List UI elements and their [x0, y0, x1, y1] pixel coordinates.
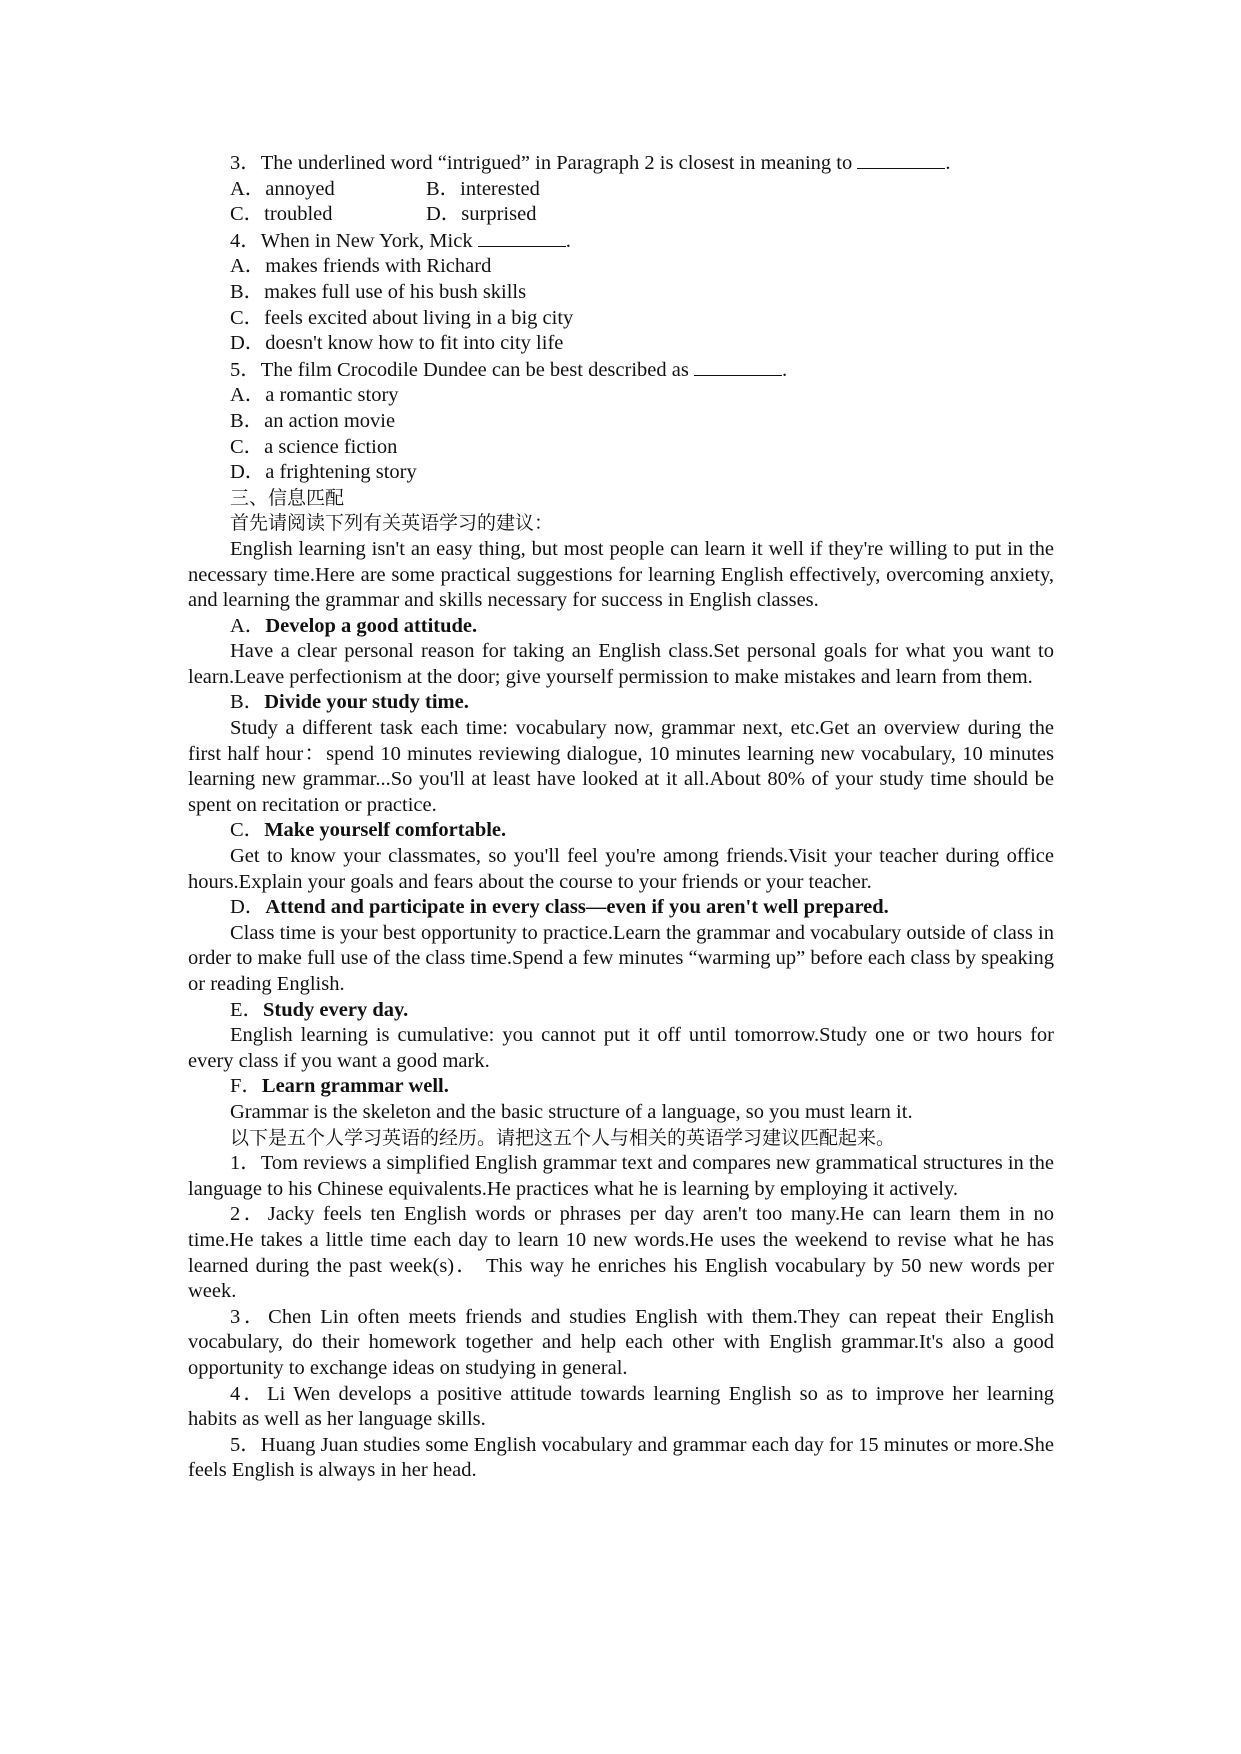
option-a: A．annoyed: [230, 177, 335, 200]
tip-letter: A．: [230, 614, 266, 637]
option-a: A．makes friends with Richard: [230, 255, 492, 278]
question-text: The film Crocodile Dundee can be best described as: [260, 358, 694, 381]
tip-letter: F．: [230, 1075, 262, 1098]
person-2: 2．Jacky feels ten English words or phrases per day aren't too many.He can learn them in no time.He takes a little time each day to learn 10 new words.He uses the weekend to revise what he has learned during the past week(s)． This way he enriches his English vocabulary by 50 new words per week.: [188, 1203, 1054, 1303]
option-c: C．feels excited about living in a big city: [230, 306, 574, 329]
tip-letter: B．: [230, 691, 265, 714]
question-number: 4．: [230, 229, 261, 252]
people-intro-cn: 以下是五个人学习英语的经历。请把这五个人与相关的英语学习建议匹配起来。: [230, 1126, 896, 1149]
option-row: [188, 177, 1054, 203]
tip-title: Attend and participate in every class—even if you aren't well prepared.: [265, 896, 889, 919]
tip-body-c: Get to know your classmates, so you'll feel you're among friends.Visit your teacher during office hours.Explain your goals and fears about the course to your friends or your teacher.: [188, 845, 1054, 893]
option-c: C．a science fiction: [230, 435, 398, 458]
option-a: A．a romantic story: [230, 384, 399, 407]
tip-heading-b: [188, 690, 1054, 716]
option-b: B．interested: [426, 177, 540, 200]
tip-heading-c: [188, 818, 1054, 844]
option-row: [188, 202, 1054, 228]
person-4: 4．Li Wen develops a positive attitude towards learning English so as to improve her learning habits as well as her language skills.: [188, 1382, 1054, 1431]
option-d: D．doesn't know how to fit into city life: [230, 332, 564, 355]
question-5-stem: [188, 357, 1054, 384]
tip-heading-a: [188, 614, 1054, 640]
tip-heading-e: [188, 998, 1054, 1024]
question-end: .: [565, 229, 571, 252]
tip-heading-d: [188, 895, 1054, 921]
question-end: .: [945, 152, 951, 174]
person-5: 5．Huang Juan studies some English vocabulary and grammar each day for 15 minutes or more.She feels English is always in her head.: [188, 1433, 1054, 1482]
person-1: 1．Tom reviews a simplified English grammar text and compares new grammatical structures in the language to his Chinese equivalents.He practices what he is learning by employing it actively.: [188, 1152, 1054, 1200]
question-3-stem: [188, 150, 1054, 177]
tip-body-f: Grammar is the skeleton and the basic structure of a language, so you must learn it.: [230, 1100, 913, 1123]
question-end: .: [781, 358, 788, 381]
tip-title: Develop a good attitude.: [265, 614, 478, 637]
person-3: 3．Chen Lin often meets friends and studies English with them.They can repeat their English vocabulary, do their homework together and help each other with English grammar.It's also a good opportunity to exchange ideas on studying in general.: [188, 1305, 1054, 1379]
option-d: D．surprised: [426, 203, 537, 226]
answer-blank: [478, 228, 566, 247]
tip-body-d: Class time is your best opportunity to practice.Learn the grammar and vocabulary outside of class in order to make full use of the class time.Spend a few minutes “warming up” before each class by speaking or reading English.: [188, 921, 1054, 995]
tip-heading-f: [188, 1074, 1054, 1100]
tip-letter: E．: [230, 998, 264, 1021]
question-4-stem: [188, 228, 1054, 255]
tip-title: Learn grammar well.: [261, 1075, 449, 1098]
option-b: B．makes full use of his bush skills: [230, 280, 527, 303]
section-title: 三、信息匹配: [230, 486, 345, 509]
answer-blank: [694, 357, 782, 376]
tip-body-b: Study a different task each time: vocabulary now, grammar next, etc.Get an overview during the first half hour：spend 10 minutes reviewing dialogue, 10 minutes learning new vocabulary, 10 minutes learning new grammar...So you'll at least have looked at it all.About 80% of your study time should be spent on recitation or practice.: [188, 717, 1054, 816]
tip-letter: C．: [230, 819, 265, 842]
tip-body-a: Have a clear personal reason for taking an English class.Set personal goals for what you want to learn.Leave perfectionism at the door; give yourself permission to make mistakes and learn from them.: [188, 640, 1054, 688]
option-c: C．troubled: [230, 203, 333, 226]
section-intro-cn: 首先请阅读下列有关英语学习的建议：: [230, 512, 554, 535]
question-number: 5．: [230, 358, 261, 381]
document-page: [188, 150, 1054, 1484]
tip-body-e: English learning is cumulative: you cannot put it off until tomorrow.Study one or two hours for every class if you want a good mark.: [188, 1024, 1054, 1072]
tip-letter: D．: [230, 896, 266, 919]
section-intro-en: English learning isn't an easy thing, but most people can learn it well if they're willing to put in the necessary time.Here are some practical suggestions for learning English effectively, overcoming anxiety, and learning the grammar and skills necessary for success in English classes.: [188, 537, 1054, 612]
tip-title: Divide your study time.: [264, 691, 469, 714]
answer-blank: [857, 150, 945, 169]
option-d: D．a frightening story: [230, 461, 417, 484]
question-text: The underlined word “intrigued” in Paragraph 2 is closest in meaning to: [260, 152, 858, 174]
option-b: B．an action movie: [230, 409, 396, 432]
question-text: When in New York, Mick: [260, 229, 478, 252]
tip-title: Study every day.: [263, 998, 409, 1021]
tip-title: Make yourself comfortable.: [264, 819, 507, 842]
question-number: 3．: [230, 152, 261, 174]
